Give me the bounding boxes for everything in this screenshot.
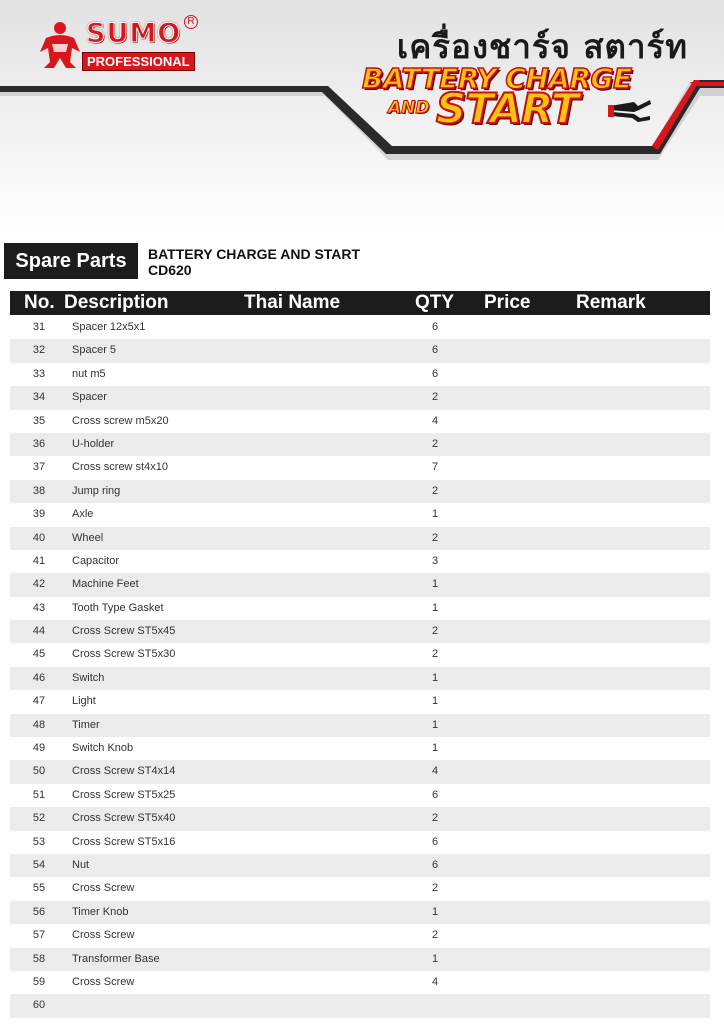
row-qty: 1 (431, 718, 439, 731)
row-qty: 6 (431, 858, 439, 871)
table-row (10, 480, 710, 503)
row-description: Capacitor (72, 554, 120, 567)
row-description: Cross Screw (72, 975, 135, 988)
sumo-logo (36, 14, 196, 74)
table-row (10, 994, 710, 1017)
table-row (10, 948, 710, 971)
row-qty: 2 (431, 929, 439, 942)
table-row (10, 714, 710, 737)
row-no: 55 (32, 882, 46, 895)
row-no: 49 (32, 742, 46, 755)
battery-clamp-icon (608, 96, 652, 124)
table-row (10, 550, 710, 573)
row-qty: 2 (431, 648, 439, 661)
row-no: 58 (32, 952, 46, 965)
table-row (10, 339, 710, 362)
row-no: 39 (32, 508, 46, 521)
row-no: 33 (32, 367, 46, 380)
table-row (10, 410, 710, 433)
table-row (10, 924, 710, 947)
table-row (10, 807, 710, 830)
product-name: BATTERY CHARGE AND START (148, 246, 361, 262)
row-description: Cross Screw ST5x16 (72, 835, 176, 848)
row-description: Jump ring (72, 484, 121, 497)
col-description: Description (64, 292, 169, 313)
table-row (10, 433, 710, 456)
row-qty: 6 (431, 835, 439, 848)
table-row (10, 831, 710, 854)
row-description: Cross screw m5x20 (72, 414, 169, 427)
col-remark: Remark (576, 292, 646, 313)
row-description: Cross Screw ST5x40 (72, 812, 176, 825)
table-row (10, 527, 710, 550)
row-description: Switch Knob (72, 742, 134, 755)
table-row (10, 503, 710, 526)
row-no: 38 (32, 484, 46, 497)
row-description: Spacer (72, 391, 107, 404)
row-description: U-holder (72, 437, 115, 450)
row-no: 40 (32, 531, 46, 544)
row-no: 44 (32, 625, 46, 638)
col-no: No. (24, 292, 55, 313)
row-qty: 1 (431, 742, 439, 755)
title-english-start: START (436, 84, 579, 133)
row-description: Light (72, 695, 96, 708)
table-row (10, 620, 710, 643)
row-description: Transformer Base (72, 952, 160, 965)
table-row (10, 363, 710, 386)
table-row (10, 386, 710, 409)
title-english-line1: BATTERY CHARGE (362, 62, 632, 95)
row-qty: 6 (431, 367, 439, 380)
title-english-and: AND (388, 98, 430, 118)
row-description: Cross Screw (72, 882, 135, 895)
table-row (10, 760, 710, 783)
col-qty: QTY (415, 292, 455, 313)
row-description: Axle (72, 508, 94, 521)
col-price: Price (484, 292, 531, 313)
row-description: nut m5 (72, 367, 106, 380)
row-qty: 4 (431, 975, 439, 988)
row-description: Cross Screw ST5x25 (72, 788, 176, 801)
row-description: Timer Knob (72, 905, 129, 918)
table-row (10, 854, 710, 877)
row-description: Cross Screw ST4x14 (72, 765, 176, 778)
row-description: Machine Feet (72, 578, 139, 591)
row-no: 52 (32, 812, 46, 825)
row-qty: 2 (431, 812, 439, 825)
row-qty: 1 (431, 578, 439, 591)
row-no: 48 (32, 718, 46, 731)
row-no: 37 (32, 461, 46, 474)
table-row (10, 456, 710, 479)
row-no: 32 (32, 344, 46, 357)
row-no: 35 (32, 414, 46, 427)
row-description: Switch (72, 671, 105, 684)
product-model: CD620 (148, 262, 192, 278)
row-no: 34 (32, 391, 46, 404)
row-no: 36 (32, 437, 46, 450)
table-row (10, 573, 710, 596)
table-row (10, 877, 710, 900)
row-qty: 1 (431, 508, 439, 521)
row-no: 41 (32, 554, 46, 567)
brand-name: SUMO (86, 18, 182, 49)
row-no: 57 (32, 929, 46, 942)
table-row (10, 316, 710, 339)
row-no: 50 (32, 765, 46, 778)
row-no: 42 (32, 578, 46, 591)
sumo-wrestler-icon (36, 18, 84, 70)
row-no: 47 (32, 695, 46, 708)
spare-parts-badge: Spare Parts (4, 243, 138, 279)
row-no: 54 (32, 858, 46, 871)
row-qty: 1 (431, 601, 439, 614)
parts-table-body (10, 316, 710, 1018)
row-description: Timer (72, 718, 100, 731)
row-no: 51 (32, 788, 46, 801)
row-no: 60 (32, 999, 46, 1012)
row-qty: 2 (431, 531, 439, 544)
row-qty: 1 (431, 905, 439, 918)
row-qty: 7 (431, 461, 439, 474)
row-description: Cross Screw ST5x45 (72, 625, 176, 638)
row-no: 56 (32, 905, 46, 918)
table-row (10, 784, 710, 807)
row-qty: 2 (431, 437, 439, 450)
row-qty: 1 (431, 671, 439, 684)
row-qty: 2 (431, 625, 439, 638)
row-description: Nut (72, 858, 90, 871)
row-description: Tooth Type Gasket (72, 601, 164, 614)
row-no: 53 (32, 835, 46, 848)
title-thai: เครื่องชาร์จ สตาร์ท (396, 27, 688, 66)
row-description: Cross Screw ST5x30 (72, 648, 176, 661)
row-qty: 2 (431, 391, 439, 404)
row-description: Wheel (72, 531, 104, 544)
table-header (10, 291, 710, 315)
row-no: 43 (32, 601, 46, 614)
table-row (10, 597, 710, 620)
row-no: 31 (32, 321, 46, 333)
registered-mark: R (184, 15, 198, 29)
table-row (10, 737, 710, 760)
row-description: Cross Screw (72, 929, 135, 942)
row-qty: 6 (431, 788, 439, 801)
row-no: 46 (32, 671, 46, 684)
product-info (148, 246, 360, 278)
row-qty: 2 (431, 484, 439, 497)
row-qty: 3 (431, 554, 439, 567)
row-qty: 4 (431, 765, 439, 778)
row-qty: 2 (431, 882, 439, 895)
table-row (10, 643, 710, 666)
table-row (10, 901, 710, 924)
page-header (0, 0, 724, 235)
table-row (10, 690, 710, 713)
row-no: 59 (32, 975, 46, 988)
row-description: Spacer 12x5x1 (72, 321, 146, 333)
table-row (10, 667, 710, 690)
row-qty: 4 (431, 414, 439, 427)
row-qty: 6 (431, 321, 439, 333)
row-qty: 6 (431, 344, 439, 357)
table-row (10, 971, 710, 994)
row-description: Cross screw st4x10 (72, 461, 168, 474)
row-qty: 1 (431, 695, 439, 708)
row-description: Spacer 5 (72, 344, 117, 357)
brand-subtitle: PROFESSIONAL (82, 52, 195, 71)
row-no: 45 (32, 648, 46, 661)
row-qty: 1 (431, 952, 439, 965)
col-thai-name: Thai Name (244, 292, 341, 313)
